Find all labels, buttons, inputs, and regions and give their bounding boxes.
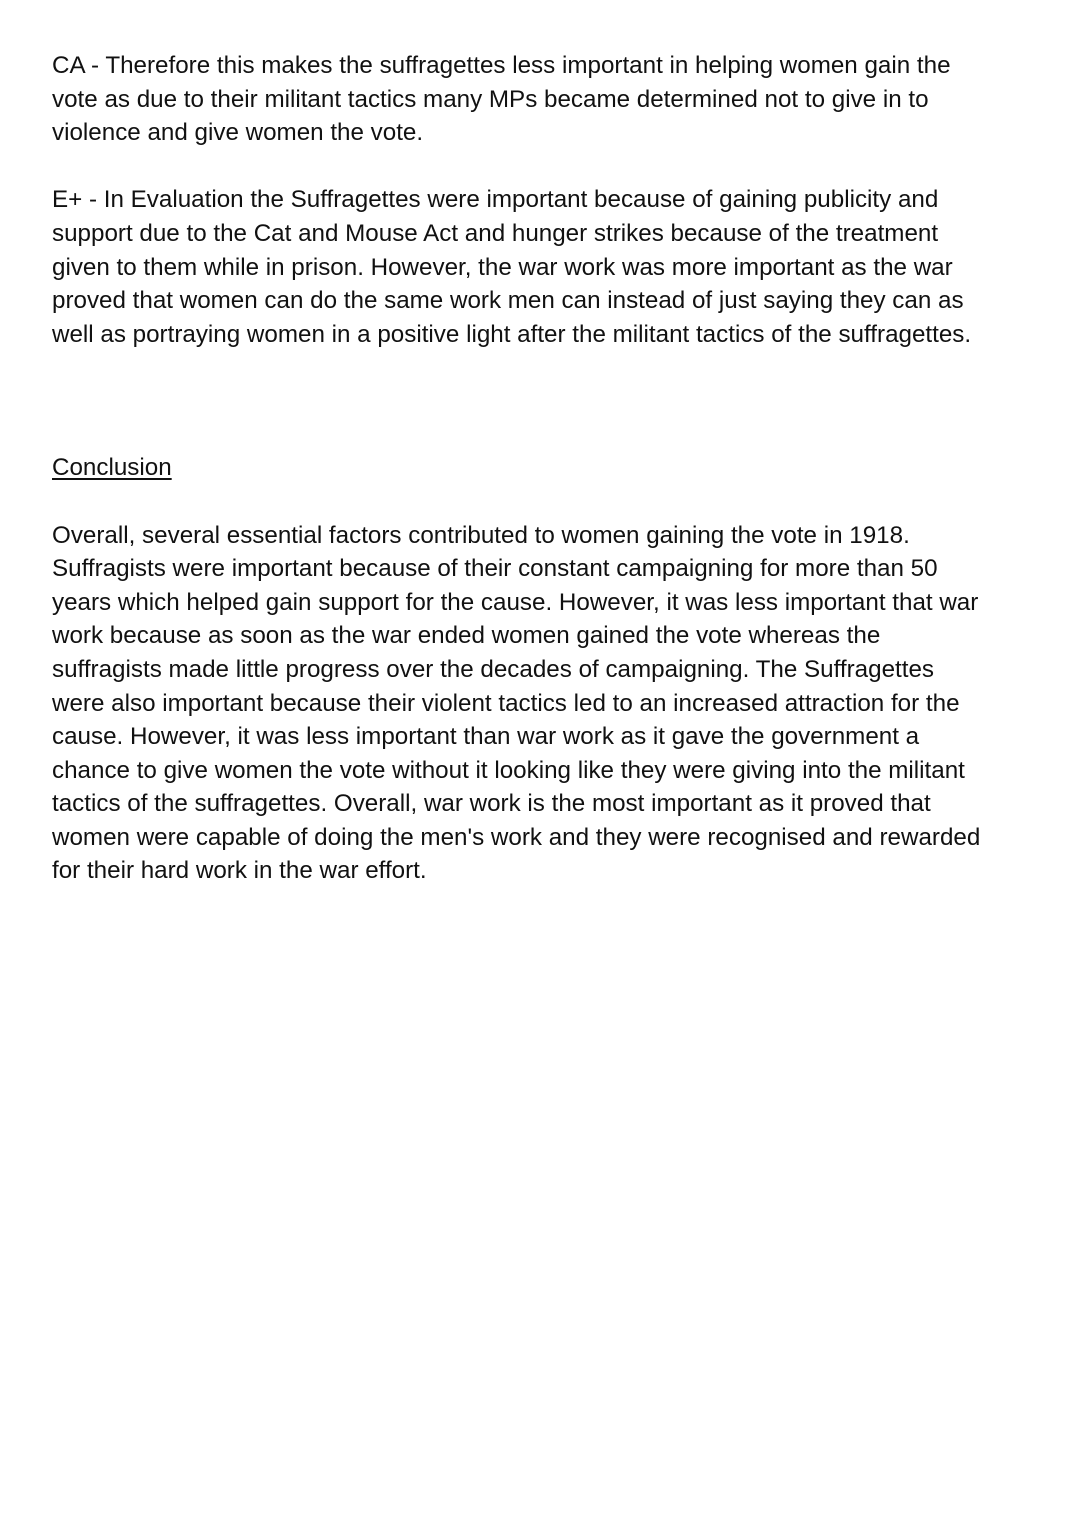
evaluation-paragraph: E+ - In Evaluation the Suffragettes were important because of gaining publicity and support due to the Cat and Mouse Act and hunger strikes because of the treatment given to them while in prison. However, the war work was more important as the war proved that women can do the same work men can instead of just saying they can as well as portraying women in a positive light after the militant tactics of the suffragettes. bbox=[52, 186, 972, 348]
conclusion-heading: Conclusion bbox=[52, 454, 172, 482]
document-page bbox=[52, 49, 1042, 888]
counter-argument-paragraph: CA - Therefore this makes the suffragettes less important in helping women gain the vote as due to their militant tactics many MPs became determined not to give in to violence and give women the vote. bbox=[52, 52, 951, 147]
conclusion-paragraph: Overall, several essential factors contributed to women gaining the vote in 1918. Suffragists were important because of their constant campaigning for more than 50 years which helped gain support for the cause. However, it was less important that war work because as soon as the war ended women gained the vote whereas the suffragists made little progress over the decades of campaigning. The Suffragettes were also important because their violent tactics led to an increased attraction for the cause. However, it was less important than war work as it gave the government a chance to give women the vote without it looking like they were giving into the militant tactics of the suffragettes. Overall, war work is the most important as it proved that women were capable of doing the men's work and they were recognised and rewarded for their hard work in the war effort. bbox=[52, 521, 981, 885]
